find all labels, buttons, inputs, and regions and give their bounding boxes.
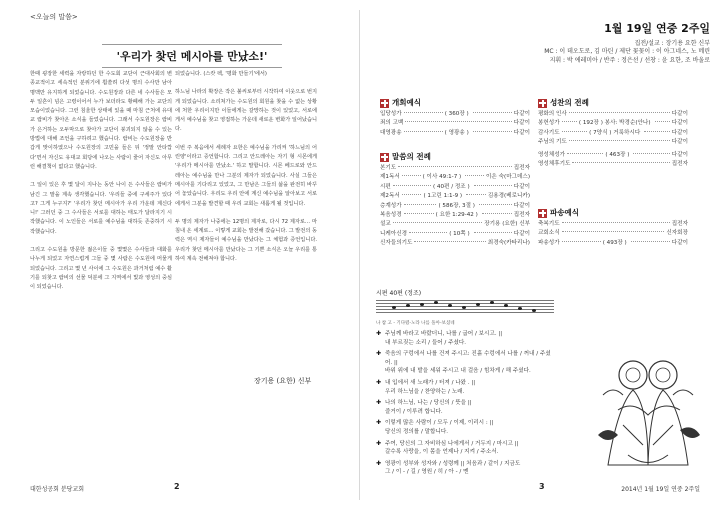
- order-liturgy-of-word: [380, 150, 530, 249]
- section-label: <오늘의 말씀>: [30, 13, 78, 21]
- item-role: 다같이: [671, 239, 689, 246]
- psalm-verse: ✚ 이렇게 많은 사람이 / 모두 / 이제, 이리시 : || 당신의 정의를 / 말합니다.: [376, 419, 494, 435]
- item-detail: ( 192장 ) 봉사: 박경순(안나): [578, 120, 651, 127]
- psalm-verse: ✚ 죽음의 구렁에서 나를 건져 주시고: 진흙 수렁에서 나를 / 꺼내 / 주셨어. || 바위 위에 내 발을 세워 주시고 내 걸음 / 힘차게 / 해 주셨다.: [376, 350, 551, 375]
- psalm-verse: ✚ 주님께 바라고 바랐더니, 나를 / 굽어 / 보시고. || 내 부르짖는 소리 / 들어 / 주셨다.: [376, 330, 503, 346]
- item-role: 다같이: [513, 129, 531, 136]
- item-role: 신자회장: [666, 230, 688, 237]
- item-role: 다같이: [513, 202, 530, 209]
- item-name: 주님의 기도: [538, 139, 567, 146]
- paragraph: 이번 주 복음에서 세례자 요한은 예수님을 가리켜 '하느님의 어린양'이라고 증언합니다. 그리고 안드레아는 자기 형 시몬에게 '우리가 메시아를 만났소.' 하고 말합니다. 시몬 베드로와 안드레아는 예수님을 만나 그분의 제자가 되었습니다. 사실 그들은 메시아를 기다리고 있었고, 그 만남은 그들의 삶을 완전히 바꾸어 놓았습니다. 우리도 우리 안에 계신 예수님을 알아보고 서로에게서 그분을 발견할 때 우리 교회는 새롭게 될 것입니다.: [175, 144, 317, 207]
- item-detail: ( 40편 / 정조 ): [432, 183, 470, 190]
- service-item: [380, 129, 530, 138]
- item-name: 파송성가: [538, 239, 560, 246]
- service-item: [538, 138, 688, 147]
- item-name: 감사기도: [538, 129, 560, 136]
- service-item: [380, 192, 530, 201]
- item-role: 집전자: [671, 221, 688, 227]
- item-detail: ( 1고린 1:1-9 ): [423, 193, 463, 200]
- service-title: 1월 19일 연중 2주일: [604, 22, 710, 35]
- item-role: 다같이: [671, 120, 689, 127]
- order-opening-rites: [380, 96, 530, 138]
- item-detail: ( 493장 ): [602, 239, 627, 246]
- paragraph: 한때 굉장한 세력을 자랑하던 한 수도회 교단이 근대사회의 변종교적이고 세속적인 분위기에 휩쓸려 다섯 명의 수사만 남아 명맥만 유지하게 되었습니다. 수도원장과 다른 네 수사들은 모두 일흔이 넘은 고령이어서 누가 보더라도 황폐해 가는 교단의 모습이었습니다. 그런 침울한 상태에 있을 때 마침 근처에 유대교 랍비가 찾아온 소식을 들었습니다. 그래서 수도원장은 랍비가 은거하는 오두막으로 찾아가 교단이 붕괴되지 않을 수 있는 방법에 대해 조언을 구하려고 했습니다. 랍비는 수도원장을 반갑게 맞이하였으나 수도원장의 고민을 들은 뒤 '정말 안타깝다'면서 자신도 유대교 회당에 나오는 사람이 줄어 자신도 아무런 해결책이 없다고 했습니다.: [30, 71, 172, 170]
- service-item: [380, 164, 530, 173]
- item-name: 본기도: [380, 165, 397, 171]
- item-name: 교회소식: [538, 230, 560, 237]
- psalm-verse: ✚ 나의 하느님, 나는 / 당신의 / 뜻을 || 즐거이 / 이루려 합니다.: [376, 399, 472, 415]
- item-role: 다같이: [513, 120, 530, 127]
- item-role: 다같이: [513, 111, 531, 117]
- service-item: [538, 229, 688, 238]
- paragraph: 그리고 수도원을 방문한 젊은이들 중 몇몇은 수사들과 대화를 나누게 되었고 자연스럽게 그들 중 몇 사람은 수도원에 머물게 되었습니다. 그리고 몇 년 사이에 그 수도원은 과거처럼 예수 활기를 되찾고 랍비의 선물 덕분에 그 지역에서 빛과 영성의 중심이 되었습니다.: [30, 247, 172, 291]
- section-heading: 파송예식: [538, 206, 688, 220]
- item-name: 평화의 인사: [538, 111, 567, 117]
- right-page: [360, 0, 720, 508]
- item-name: 대영광송: [380, 129, 402, 136]
- item-name: 입당성가: [380, 111, 402, 117]
- item-name: 설교: [380, 221, 391, 228]
- item-role: 집전자: [671, 160, 688, 167]
- item-detail: ( 영광송 ): [444, 129, 469, 136]
- section-heading: 성찬의 전례: [538, 96, 688, 110]
- service-item: [538, 119, 688, 128]
- item-name: 제1독서: [380, 174, 400, 181]
- item-detail: ( 요한 1:29-42 ): [435, 211, 478, 218]
- service-item: [538, 129, 688, 138]
- cross-icon: [538, 209, 547, 218]
- info-line: 집전/설교 : 장기용 요한 신부: [634, 40, 710, 47]
- service-info: [480, 40, 710, 65]
- item-detail: ( 7양식 ) 거룩하시다: [589, 129, 641, 136]
- section-heading: 말씀의 전례: [380, 150, 530, 164]
- item-role: 다같이: [513, 230, 531, 237]
- item-name: 축복기도: [538, 221, 560, 227]
- item-detail: ( 이사 49:1-7 ): [422, 174, 462, 181]
- psalm-verse: ✚ 주여, 당신의 그 자비하심 나에게서 / 거두지 / 마시고 || 갈수록 사랑을, 이 몸을 언제나 / 지켜 / 주소서.: [376, 439, 519, 456]
- service-item: [380, 173, 530, 182]
- item-role: 다같이: [671, 151, 689, 158]
- item-role: 장기용 (요한) 신부: [484, 221, 530, 228]
- saints-illustration-icon: [588, 335, 706, 475]
- paragraph: 두 명의 제자가 나중에는 12명의 제자로, 다시 72 제자로… 마침내 온 세계로… 이렇게 교회는 발전해 갔습니다. 그 발전의 동력은 역시 제자들이 예수님을 만났다는 그 체험과 증언입니다. 우리가 찾던 메시아를 만났다는 그 기쁜 소식은 오늘 우리를 통하여 계속 전해져야 합니다.: [175, 218, 317, 263]
- item-name: 시편: [380, 183, 391, 190]
- psalm-verse: ✚ 영광이 성부와 성자와 / 성령께 || 처음과 / 같이 / 지금도 그 / 이 - / 길 / 영원 / 히 / 아 - / 멘: [376, 459, 521, 476]
- service-item: [380, 239, 530, 248]
- service-item: [380, 110, 530, 119]
- item-name: 복음성경: [380, 211, 402, 218]
- order-sending-rites: [538, 206, 688, 248]
- psalm-label: 시편 40편 (정조): [376, 290, 422, 297]
- info-line: MC : 이 데오도로, 김 마틴 / 제단 꽃꽂이 : 이 아그네스, 노 메린: [544, 48, 710, 56]
- item-name: 영성체성가: [538, 151, 566, 158]
- service-item: [380, 202, 530, 211]
- service-item: [380, 183, 530, 192]
- item-name: 봉헌성가: [538, 120, 560, 127]
- page-number: 3: [539, 482, 545, 491]
- cross-icon: [380, 99, 389, 108]
- item-detail: ( 360장 ): [444, 111, 469, 117]
- item-role: 다같이: [513, 183, 531, 190]
- item-role: 집전자: [513, 165, 530, 171]
- psalm-verse: ✚ 내 입에서 새 노래가 / 터져 / 나왔 . || 우리 하느님을 / 찬양하는 / 노래.: [376, 378, 476, 395]
- sermon-author: 장기용 (요한) 신부: [254, 377, 312, 385]
- sermon-title: '우리가 찾던 메시아를 만났소!': [102, 44, 282, 68]
- section-heading: 개회예식: [380, 96, 530, 110]
- service-item: [380, 119, 530, 128]
- info-line: 지휘 : 박 에레미아 / 반주 : 정은선 / 선창 : 윤 요한, 조 바울로: [549, 56, 710, 64]
- item-role: 다같이: [671, 129, 688, 136]
- item-role: 다같이: [671, 139, 688, 146]
- service-item: [380, 220, 530, 229]
- paragraph: 그 일이 있은 후 몇 달이 지나는 동안 나이 든 수사들은 랍비가 남긴 그 말을 계속 생각했습니다. '우리들 중에 구세주가 있다고? 그게 누구지?' '우리가 찾던 메시아가 우리 가운데 계신다니!' 그러던 중 그 수사들은 서로를 대하는 태도가 달라지기 시작했습니다. 이 노인들은 서로를 예수님을 대하듯 존중하기 시작했습니다.: [30, 182, 172, 235]
- sermon-column-2: [175, 70, 317, 480]
- item-name: 제2독서: [380, 193, 400, 200]
- service-item: [380, 230, 530, 239]
- item-name: 니케아신경: [380, 230, 408, 237]
- item-name: 죄의 고백: [380, 120, 404, 127]
- service-item: [538, 239, 688, 248]
- item-name: 신자들의기도: [380, 240, 413, 247]
- service-item: [538, 160, 688, 169]
- footer-date: 2014년 1월 19일 연중 2주일: [621, 486, 700, 493]
- item-detail: ( 463장 ): [605, 151, 630, 158]
- item-detail: ( 586장, 3절 ): [438, 202, 475, 209]
- cross-icon: [380, 153, 389, 162]
- footer-church-name: 대한성공회 분당교회: [30, 486, 85, 493]
- service-item: [538, 110, 688, 119]
- music-staff: [376, 298, 554, 318]
- item-name: 영성체후기도: [538, 160, 571, 167]
- music-lyrics: 나 참 고 - 기다렸-노라 나를 돌아-보셨네: [376, 321, 455, 326]
- service-item: [380, 211, 530, 220]
- sermon-column-1: [30, 70, 172, 480]
- service-item: [538, 220, 688, 229]
- item-role: 이은 숙(마그데스): [486, 174, 530, 181]
- page-number: 2: [174, 482, 180, 491]
- item-role: 집전자: [513, 211, 530, 218]
- item-role: 김용경(베로니카): [487, 193, 531, 200]
- cross-icon: [538, 99, 547, 108]
- item-role: 다같이: [671, 111, 688, 117]
- item-name: 층계성가: [380, 202, 402, 209]
- service-item: [538, 151, 688, 160]
- paragraph: 되었습니다. (스캇 펙, '평화 만들기'에서): [175, 71, 267, 77]
- item-role: 최경숙(카타리나): [487, 240, 530, 247]
- paragraph: 하느님 나라의 확장은 작은 불씨로부터 시작하여 이웃으로 번지게 되었습니다. 소리쳐가는 수도원의 회원을 찾을 수 없는 상황에 처한 우리이지만 이들에게는 갈망하는 것이 있었고, 서로에게서 예수님을 찾고 영접하는 가운데 새로운 변화가 일어났습니다.: [175, 89, 317, 133]
- item-detail: ( 10쪽 ): [449, 230, 470, 237]
- psalm-verses: [376, 330, 556, 480]
- order-liturgy-of-eucharist: [538, 96, 688, 169]
